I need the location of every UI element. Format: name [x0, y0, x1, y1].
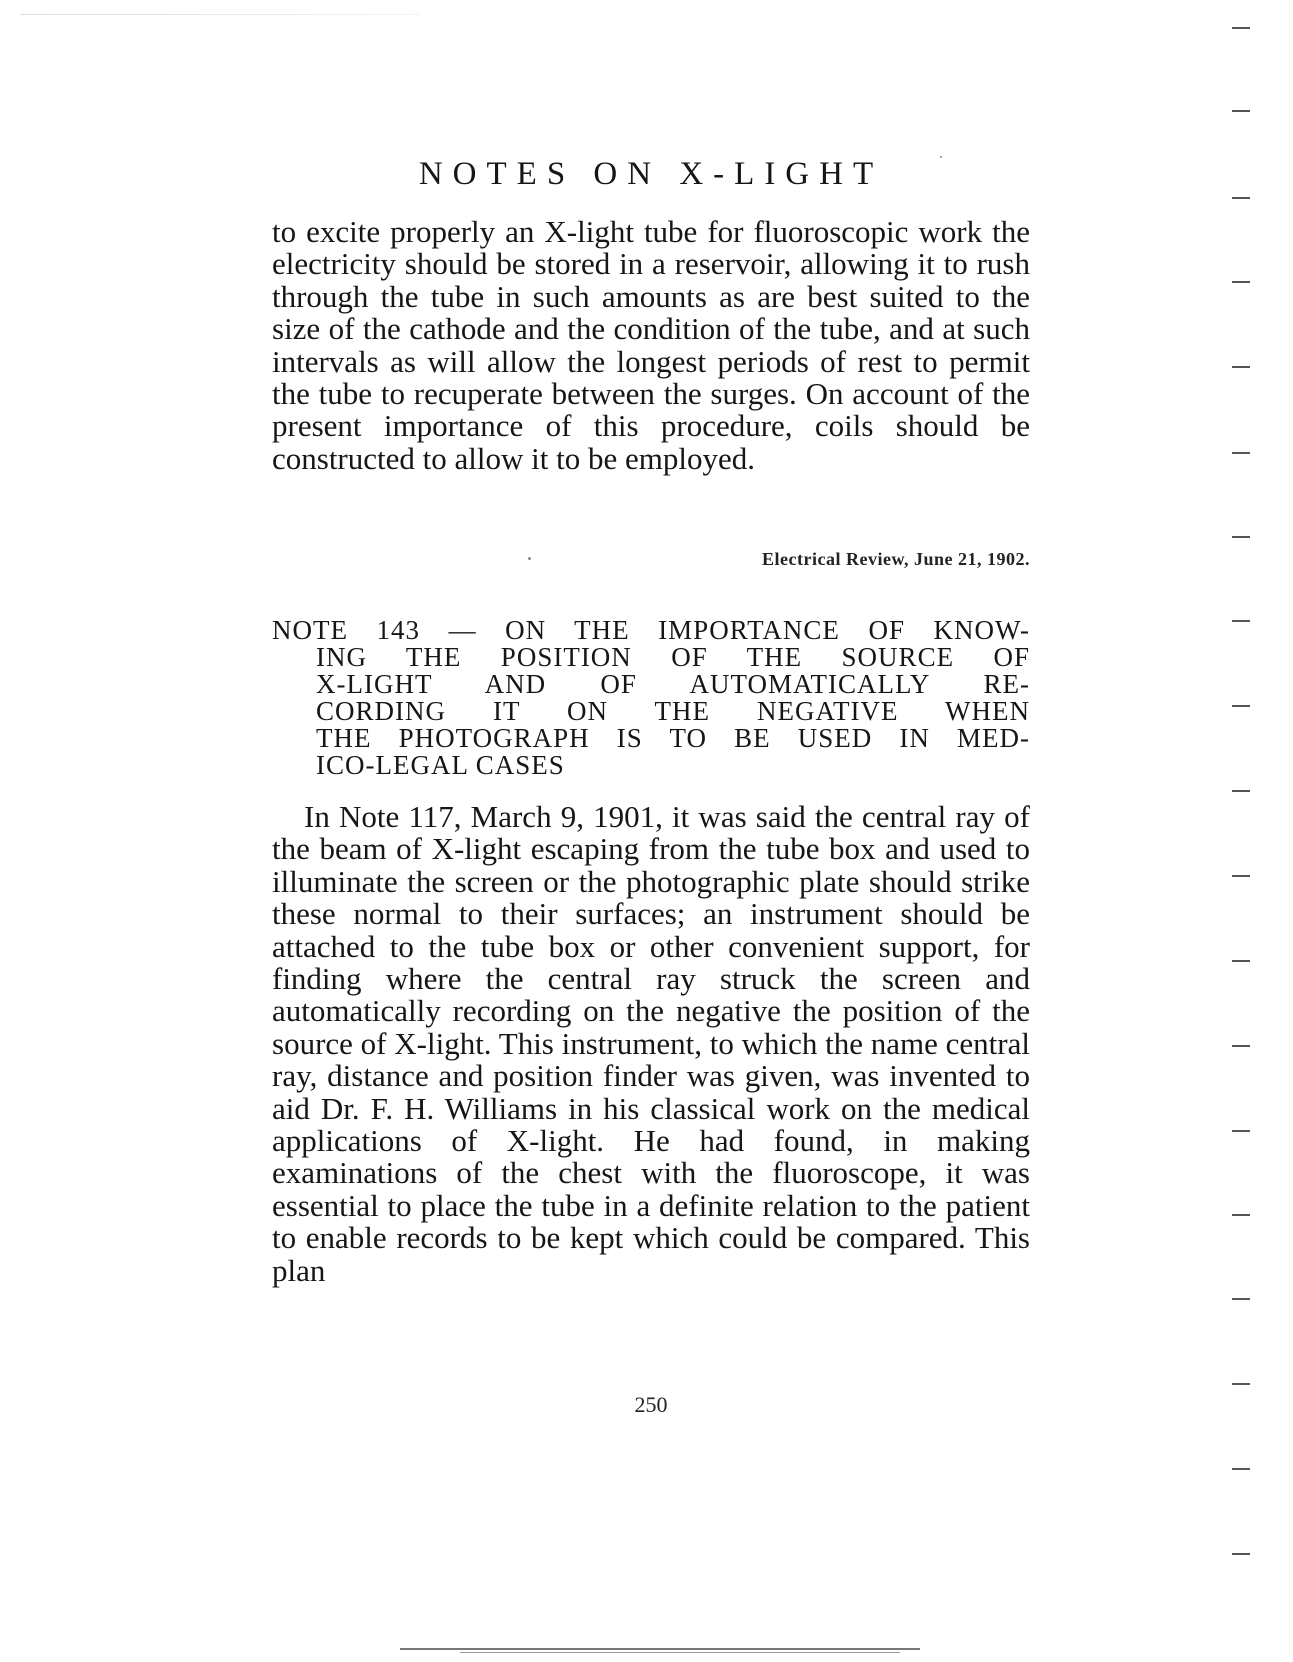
- scan-bottom-edge: [400, 1648, 920, 1650]
- scan-speck: [940, 156, 942, 158]
- note-heading-line: THE PHOTOGRAPH IS TO BE USED IN MED-: [316, 723, 1030, 753]
- margin-tick: [1232, 1298, 1250, 1300]
- page-number: 250: [634, 1392, 668, 1417]
- running-head: NOTES ON X-LIGHT: [418, 156, 884, 192]
- note-heading-line: CORDING IT ON THE NEGATIVE WHEN: [316, 696, 1030, 726]
- body-paragraph: In Note 117, March 9, 1901, it was said the central ray of the beam of X-light escaping from the tube box and used to illuminate the screen or the photographic plate should strike these normal to their surfaces; an instrument should be attached to the tube box or other convenient support, for finding where the central ray struck the screen and automatically recording on the negative the position of the source of X-light. This instrument, to which the name central ray, distance and position finder was given, was invented to aid Dr. F. H. Williams in his classical work on the medical applications of X-light. He had found, in making examinations of the chest with the fluoroscope, it was essential to place the tube in a definite relation to the patient to enable records to be kept which could be compared. This plan: [272, 799, 1030, 1288]
- margin-tick: [1232, 1130, 1250, 1132]
- margin-tick: [1232, 281, 1250, 283]
- scan-artifact: [20, 14, 420, 15]
- margin-tick: [1232, 1553, 1250, 1555]
- note-heading: [272, 617, 1030, 779]
- margin-tick: [1232, 197, 1250, 199]
- note-heading-line: ING THE POSITION OF THE SOURCE OF: [316, 642, 1030, 672]
- note-heading-line: X-LIGHT AND OF AUTOMATICALLY RE-: [316, 669, 1030, 699]
- body-paragraph-block: [272, 801, 1030, 1287]
- margin-tick: [1232, 960, 1250, 962]
- margin-tick: [1232, 875, 1250, 877]
- scan-bottom-edge: [460, 1652, 900, 1653]
- margin-tick: [1232, 536, 1250, 538]
- scan-speck: [528, 557, 531, 560]
- margin-tick: [1232, 366, 1250, 368]
- note-heading-line: ICO-LEGAL CASES: [316, 750, 565, 780]
- margin-tick: [1232, 620, 1250, 622]
- continued-paragraph: to excite properly an X-light tube for fluoroscopic work the electricity should be stored in a reservoir, allowing it to rush through the tube in such amounts as are best suited to the size of the cathode and the condition of the tube, and at such intervals as will allow the longest periods of rest to permit the tube to recuperate between the surges. On account of the present importance of this procedure, coils should be constructed to allow it to be employed.: [272, 214, 1030, 476]
- note-heading-line: NOTE 143 — ON THE IMPORTANCE OF KNOW-: [272, 615, 1030, 645]
- margin-tick: [1232, 705, 1250, 707]
- continued-paragraph-block: [272, 216, 1030, 475]
- margin-tick: [1232, 452, 1250, 454]
- margin-tick: [1232, 790, 1250, 792]
- margin-tick: [1232, 1383, 1250, 1385]
- margin-tick: [1232, 1214, 1250, 1216]
- margin-tick: [1232, 1468, 1250, 1470]
- margin-tick: [1232, 1045, 1250, 1047]
- margin-tick: [1232, 27, 1250, 29]
- margin-tick: [1232, 110, 1250, 112]
- source-citation: Electrical Review, June 21, 1902.: [762, 549, 1030, 569]
